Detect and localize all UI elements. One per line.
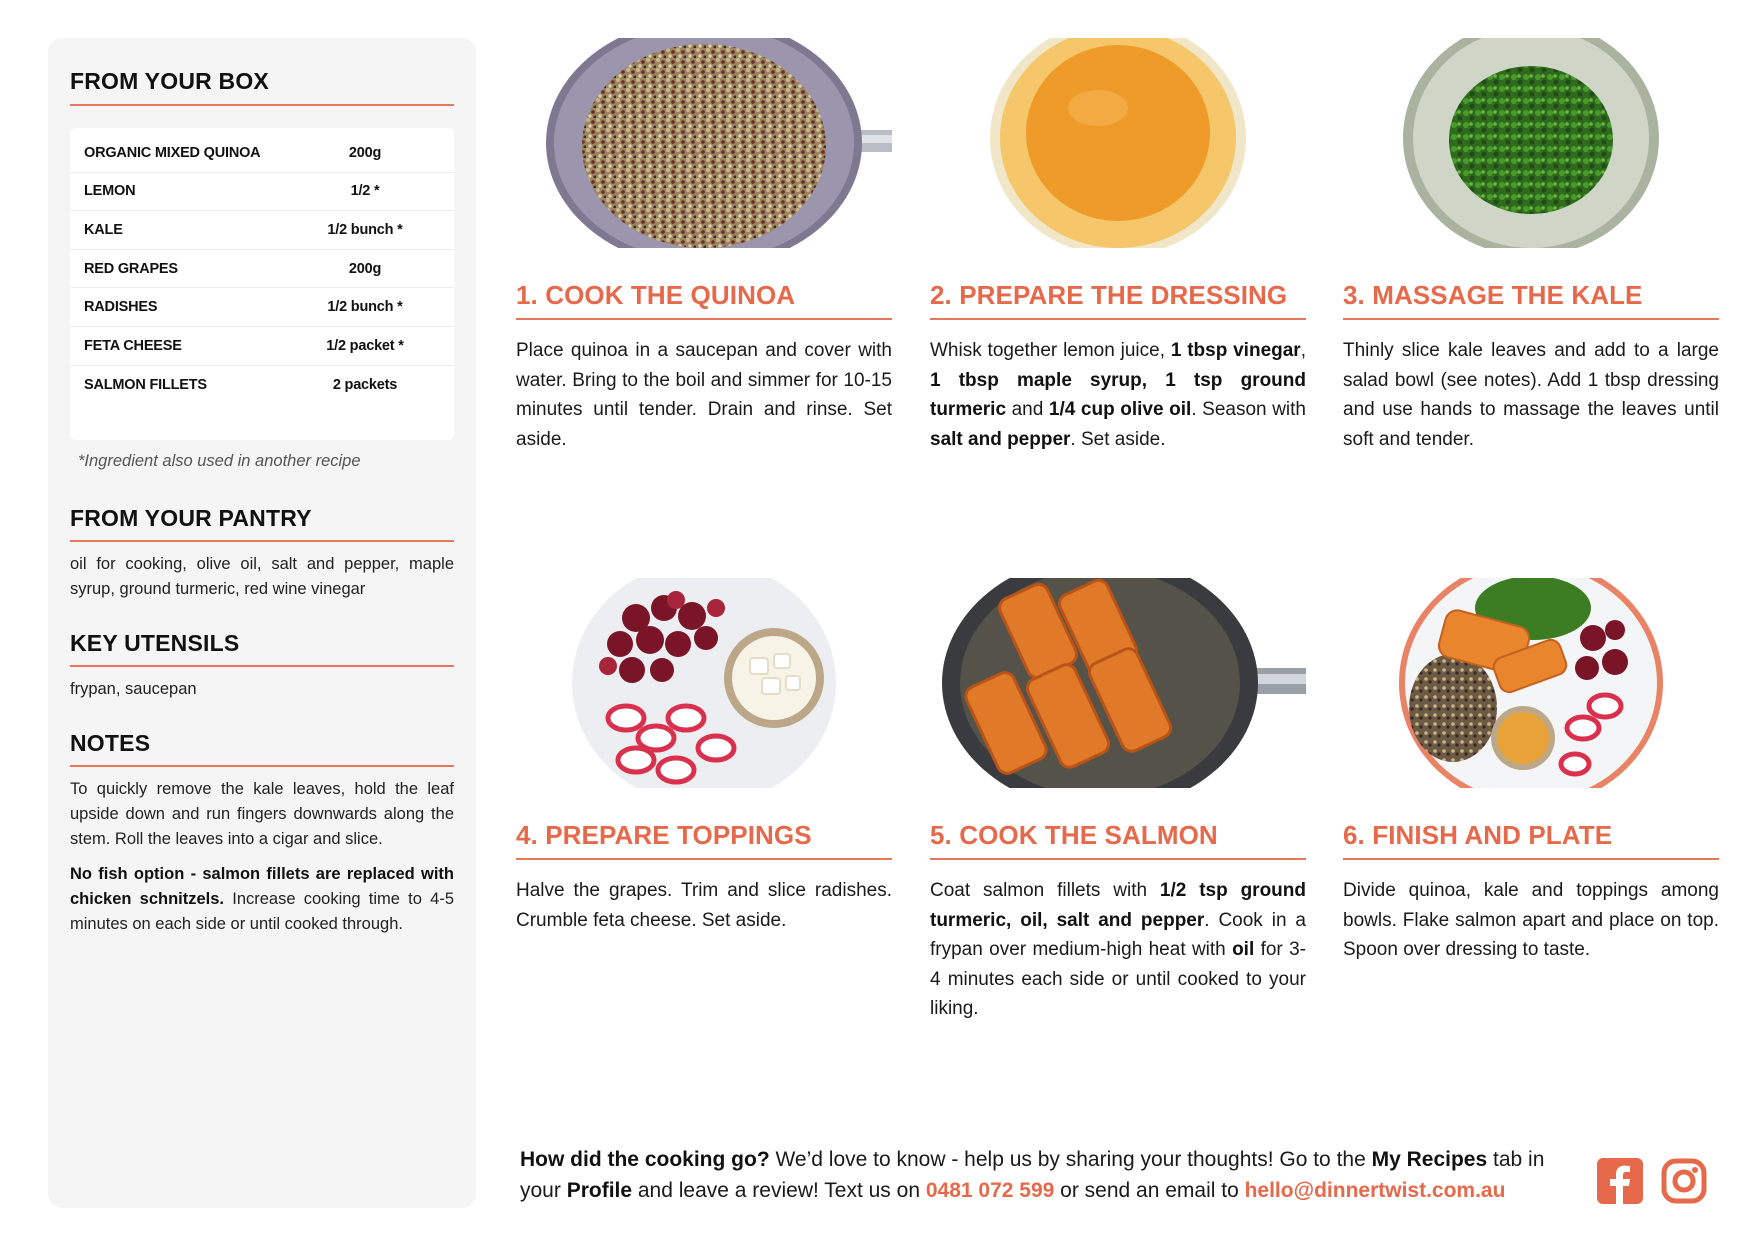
step-text-bold: oil: [1232, 939, 1255, 961]
instagram-icon[interactable]: [1661, 1158, 1707, 1204]
step-text: [930, 336, 1306, 454]
facebook-icon[interactable]: [1597, 1158, 1643, 1204]
step-title: 6. FINISH AND PLATE: [1343, 820, 1719, 860]
ingredient-qty: 1/2 bunch *: [327, 299, 403, 316]
step-text-segment: Place quinoa in a saucepan and cover with water. Bring to the boil and simmer for 10-15 minutes until tender. Drain and rinse. Set aside.: [516, 340, 892, 450]
step-text: [1343, 876, 1719, 965]
pantry-section: [70, 505, 454, 602]
step-title: 2. PREPARE THE DRESSING: [930, 280, 1306, 320]
dressing-bowl-photo: [930, 38, 1306, 248]
utensils-section: [70, 630, 454, 702]
feedback-footer: [520, 1144, 1590, 1206]
step-text: [930, 876, 1306, 1024]
step-title: 4. PREPARE TOPPINGS: [516, 820, 892, 860]
ingredient-name: RED GRAPES: [84, 260, 178, 277]
ingredient-table: [70, 128, 454, 440]
ingredient-row: [70, 250, 454, 289]
step-text-bold: 1/2 tsp ground turmeric, oil, salt and pepper: [930, 880, 1306, 931]
ingredient-name: ORGANIC MIXED QUINOA: [84, 144, 261, 161]
ingredient-qty: 2 packets: [332, 376, 398, 393]
step-text-segment: . Season with: [1191, 399, 1306, 421]
ingredient-name: SALMON FILLETS: [84, 376, 207, 393]
step-text-segment: . Set aside.: [1070, 428, 1166, 450]
ingredient-name: LEMON: [84, 183, 136, 200]
step-text-bold: salt and pepper: [930, 428, 1071, 450]
ingredient-row: [70, 366, 454, 405]
pantry-text: oil for cooking, olive oil, salt and pepper, maple syrup, ground turmeric, red wine vinegar: [70, 555, 454, 599]
ingredients-sidebar: [48, 38, 476, 1208]
feedback-question: How did the cooking go?: [520, 1148, 770, 1171]
salmon-frypan-photo: [930, 578, 1306, 788]
step-3: [1343, 38, 1719, 454]
step-text-segment: Divide quinoa, kale and toppings among bowls. Flake salmon apart and place on top. Spoon over dressing to taste.: [1343, 880, 1719, 961]
step-text-segment: . Cook in a frypan over medium-high heat with: [930, 909, 1306, 961]
step-text-bold: 1 tbsp vinegar: [1170, 340, 1301, 361]
feedback-text: and leave a review! Text us on: [632, 1179, 926, 1202]
ingredient-name: KALE: [84, 221, 123, 238]
quinoa-strainer-photo: [516, 38, 892, 248]
ingredient-row: [70, 327, 454, 366]
ingredient-qty: 1/2 *: [350, 183, 380, 200]
notes-fish-option: [70, 862, 454, 937]
step-text: [516, 876, 892, 935]
phone-link[interactable]: 0481 072 599: [925, 1179, 1055, 1202]
step-text-segment: Whisk together lemon juice,: [930, 340, 1171, 361]
pantry-heading: FROM YOUR PANTRY: [70, 505, 454, 542]
step-text: [1343, 336, 1719, 454]
feedback-text: or send an email to: [1054, 1179, 1245, 1202]
utensils-text: frypan, saucepan: [70, 680, 197, 699]
utensils-heading: KEY UTENSILS: [70, 630, 454, 667]
ingredient-qty: 1/2 bunch *: [327, 221, 403, 238]
ingredient-name: FETA CHEESE: [84, 337, 182, 354]
plated-bowl-photo: [1343, 578, 1719, 788]
ingredient-row: [70, 288, 454, 327]
kale-bowl-photo: [1343, 38, 1719, 248]
notes-heading: NOTES: [70, 730, 454, 767]
notes-section: [70, 730, 454, 937]
step-text-segment: Halve the grapes. Trim and slice radishes. Crumble feta cheese. Set aside.: [516, 880, 892, 931]
step-2: [930, 38, 1306, 454]
step-1: [516, 38, 892, 454]
feedback-text: We’d love to know - help us by sharing your thoughts! Go to the: [769, 1148, 1372, 1171]
step-text-segment: Coat salmon fillets with: [930, 880, 1160, 901]
ingredient-qty: 200g: [348, 144, 382, 161]
profile-label: Profile: [566, 1179, 633, 1202]
step-5: [930, 578, 1306, 1024]
email-link[interactable]: hello@dinnertwist.com.au: [1244, 1179, 1506, 1202]
step-6: [1343, 578, 1719, 965]
step-text-segment: and: [1006, 399, 1049, 421]
notes-fish-bold: No fish option - salmon fillets are replaced with chicken schnitzels.: [70, 865, 454, 909]
step-text-segment: for 3-4 minutes each side or until cooked to your liking.: [930, 939, 1306, 1020]
step-text-segment: ,: [1300, 340, 1306, 361]
ingredient-row: [70, 134, 454, 173]
toppings-plate-photo: [516, 578, 892, 788]
step-text: [516, 336, 892, 454]
step-text-bold: 1 tbsp maple syrup, 1 tsp ground turmeric: [930, 369, 1306, 421]
step-4: [516, 578, 892, 935]
step-title: 1. COOK THE QUINOA: [516, 280, 892, 320]
ingredient-footnote: *Ingredient also used in another recipe: [78, 452, 361, 471]
feedback-text: tab in your: [520, 1148, 1545, 1202]
ingredient-row: [70, 211, 454, 250]
step-text-bold: 1/4 cup olive oil: [1048, 399, 1192, 421]
ingredient-name: RADISHES: [84, 299, 158, 316]
step-title: 3. MASSAGE THE KALE: [1343, 280, 1719, 320]
notes-fish-rest: Increase cooking time to 4-5 minutes on each side or until cooked through.: [70, 890, 455, 934]
notes-text: To quickly remove the kale leaves, hold the leaf upside down and run fingers downwards along the stem. Roll the leaves into a cigar and slice.: [70, 780, 454, 849]
ingredient-qty: 1/2 packet *: [326, 337, 404, 354]
step-title: 5. COOK THE SALMON: [930, 820, 1306, 860]
box-heading: FROM YOUR BOX: [70, 68, 454, 106]
my-recipes-label: My Recipes: [1371, 1148, 1488, 1171]
step-text-segment: Thinly slice kale leaves and add to a large salad bowl (see notes). Add 1 tbsp dressing and use hands to massage the leaves until soft and tender.: [1343, 340, 1719, 450]
ingredient-row: [70, 173, 454, 212]
ingredient-qty: 200g: [348, 260, 382, 277]
